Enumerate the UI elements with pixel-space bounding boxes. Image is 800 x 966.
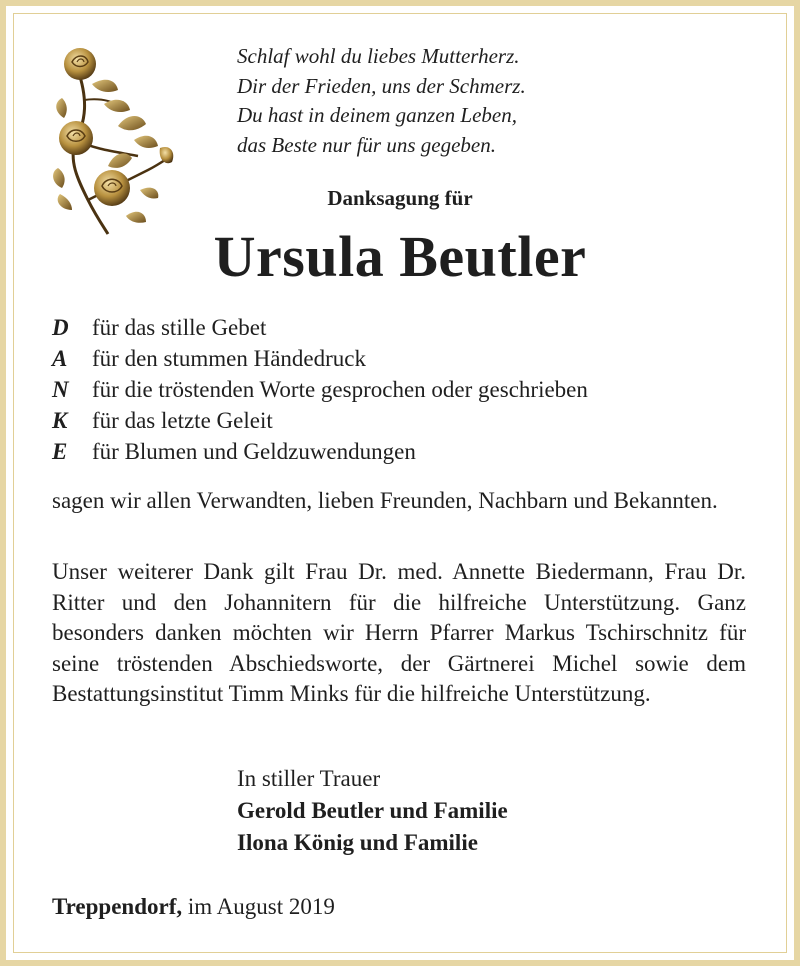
deceased-name: Ursula Beutler [213,224,587,289]
gratitude-paragraph: Unser weiterer Dank gilt Frau Dr. med. Annette Biedermann, Frau Dr. Ritter und den Johannitern für die hilfreiche Unterstützung. Ganz besonders danken möchten wir Herrn Pfarrer Markus Tschirschnitz für seine tröstenden Abschiedsworte, der Gärtnerei Michel sowie dem Bestattungsinstitut Timm Minks für die hilfreiche Unterstützung. [52,559,746,706]
danke-letter: D [52,315,69,340]
danke-text: für das letzte Geleit [92,408,273,433]
danke-text: für den stummen Händedruck [92,346,367,371]
date: im August 2019 [187,894,335,919]
poem-line: Du hast in deinem ganzen Leben, [237,103,517,127]
family-name: Gerold Beutler und Familie [237,798,508,823]
signature-intro: In stiller Trauer [237,766,381,791]
thanks-paragraph: sagen wir allen Verwandten, lieben Freunden, Nachbarn und Bekannten. [52,488,718,513]
danke-row [52,343,588,374]
danke-letter: E [52,439,68,464]
place-date [52,892,335,922]
danke-text: für Blumen und Geldzuwendungen [92,439,416,464]
poem-line: Schlaf wohl du liebes Mutterherz. [237,44,520,68]
signature-block [237,763,508,859]
danke-text: für die tröstenden Worte gesprochen oder geschrieben [92,377,588,402]
poem-line: Dir der Frieden, uns der Schmerz. [237,73,526,98]
place: Treppendorf, [52,894,183,919]
danke-row [52,312,588,343]
danke-text: für das stille Gebet [92,315,267,340]
danke-row [52,436,588,467]
danke-list [52,312,588,467]
danke-letter: N [52,377,69,402]
poem [237,42,526,160]
danke-letter: A [52,346,68,371]
danke-row [52,405,588,436]
poem-line: das Beste nur für uns gegeben. [237,132,496,157]
danke-row [52,374,588,405]
danke-letter: K [52,408,68,433]
family-name: Ilona König und Familie [237,830,478,855]
thanks-heading: Danksagung für [327,186,473,210]
